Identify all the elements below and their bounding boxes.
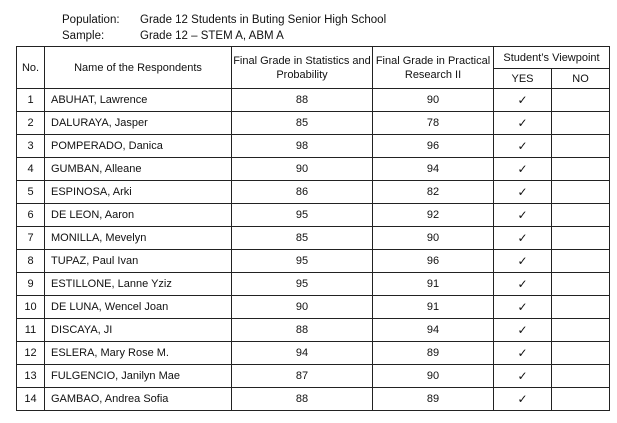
respondent-name: ESTILLONE, Lanne Yziz: [45, 273, 232, 296]
row-number: 5: [17, 181, 45, 204]
research-grade: 96: [373, 135, 494, 158]
respondent-name: ESLERA, Mary Rose M.: [45, 342, 232, 365]
respondent-name: GAMBAO, Andrea Sofia: [45, 388, 232, 411]
no-check: [552, 112, 610, 135]
row-number: 12: [17, 342, 45, 365]
table-row: [17, 181, 610, 204]
population-value: Grade 12 Students in Buting Senior High School: [140, 14, 387, 26]
header-name: Name of the Respondents: [45, 47, 232, 89]
respondent-name: FULGENCIO, Janilyn Mae: [45, 365, 232, 388]
research-grade: 90: [373, 365, 494, 388]
table-row: [17, 273, 610, 296]
no-check: [552, 204, 610, 227]
research-grade: 94: [373, 158, 494, 181]
row-number: 3: [17, 135, 45, 158]
no-check: [552, 365, 610, 388]
row-number: 2: [17, 112, 45, 135]
table-row: [17, 342, 610, 365]
table-row: [17, 158, 610, 181]
yes-check: ✓: [494, 181, 552, 204]
table-row: [17, 112, 610, 135]
sample-value: Grade 12 – STEM A, ABM A: [140, 30, 284, 42]
row-number: 11: [17, 319, 45, 342]
yes-check: ✓: [494, 158, 552, 181]
header-no-vote: NO: [552, 69, 610, 89]
no-check: [552, 158, 610, 181]
table-row: [17, 204, 610, 227]
grades-table: [16, 46, 610, 411]
table-row: [17, 135, 610, 158]
research-grade: 91: [373, 296, 494, 319]
population-label: Population:: [62, 14, 120, 26]
research-grade: 94: [373, 319, 494, 342]
row-number: 10: [17, 296, 45, 319]
respondent-name: DE LUNA, Wencel Joan: [45, 296, 232, 319]
yes-check: ✓: [494, 227, 552, 250]
respondent-name: DE LEON, Aaron: [45, 204, 232, 227]
no-check: [552, 89, 610, 112]
stats-grade: 90: [232, 158, 373, 181]
row-number: 6: [17, 204, 45, 227]
research-grade: 78: [373, 112, 494, 135]
no-check: [552, 296, 610, 319]
respondent-name: TUPAZ, Paul Ivan: [45, 250, 232, 273]
respondent-name: GUMBAN, Alleane: [45, 158, 232, 181]
table-row: [17, 296, 610, 319]
research-grade: 96: [373, 250, 494, 273]
yes-check: ✓: [494, 112, 552, 135]
table-row: [17, 250, 610, 273]
row-number: 13: [17, 365, 45, 388]
respondent-name: DALURAYA, Jasper: [45, 112, 232, 135]
yes-check: ✓: [494, 273, 552, 296]
no-check: [552, 227, 610, 250]
row-number: 9: [17, 273, 45, 296]
yes-check: ✓: [494, 204, 552, 227]
stats-grade: 95: [232, 273, 373, 296]
no-check: [552, 135, 610, 158]
sample-label: Sample:: [62, 30, 105, 42]
header-yes: YES: [494, 69, 552, 89]
research-grade: 82: [373, 181, 494, 204]
yes-check: ✓: [494, 342, 552, 365]
no-check: [552, 250, 610, 273]
no-check: [552, 388, 610, 411]
yes-check: ✓: [494, 365, 552, 388]
respondent-name: DISCAYA, JI: [45, 319, 232, 342]
table-row: [17, 388, 610, 411]
research-grade: 89: [373, 342, 494, 365]
population-line: [62, 13, 386, 27]
research-grade: 92: [373, 204, 494, 227]
stats-grade: 88: [232, 89, 373, 112]
header-research: Final Grade in Practical Research II: [373, 47, 494, 89]
yes-check: ✓: [494, 135, 552, 158]
stats-grade: 85: [232, 227, 373, 250]
respondent-name: ABUHAT, Lawrence: [45, 89, 232, 112]
stats-grade: 90: [232, 296, 373, 319]
stats-grade: 87: [232, 365, 373, 388]
row-number: 4: [17, 158, 45, 181]
research-grade: 91: [373, 273, 494, 296]
table-row: [17, 365, 610, 388]
no-check: [552, 342, 610, 365]
no-check: [552, 319, 610, 342]
yes-check: ✓: [494, 296, 552, 319]
table-row: [17, 319, 610, 342]
stats-grade: 94: [232, 342, 373, 365]
stats-grade: 95: [232, 250, 373, 273]
table-row: [17, 227, 610, 250]
row-number: 1: [17, 89, 45, 112]
no-check: [552, 273, 610, 296]
no-check: [552, 181, 610, 204]
row-number: 14: [17, 388, 45, 411]
header-viewpoint: Student’s Viewpoint: [494, 47, 610, 69]
table-row: [17, 89, 610, 112]
research-grade: 90: [373, 227, 494, 250]
research-grade: 89: [373, 388, 494, 411]
stats-grade: 95: [232, 204, 373, 227]
yes-check: ✓: [494, 89, 552, 112]
yes-check: ✓: [494, 319, 552, 342]
yes-check: ✓: [494, 250, 552, 273]
yes-check: ✓: [494, 388, 552, 411]
research-grade: 90: [373, 89, 494, 112]
header-no: No.: [17, 47, 45, 89]
row-number: 7: [17, 227, 45, 250]
row-number: 8: [17, 250, 45, 273]
stats-grade: 88: [232, 388, 373, 411]
stats-grade: 85: [232, 112, 373, 135]
sample-line: [62, 29, 284, 43]
respondent-name: MONILLA, Mevelyn: [45, 227, 232, 250]
header-stats: Final Grade in Statistics and Probability: [232, 47, 373, 89]
respondent-name: ESPINOSA, Arki: [45, 181, 232, 204]
stats-grade: 88: [232, 319, 373, 342]
stats-grade: 86: [232, 181, 373, 204]
respondent-name: POMPERADO, Danica: [45, 135, 232, 158]
stats-grade: 98: [232, 135, 373, 158]
